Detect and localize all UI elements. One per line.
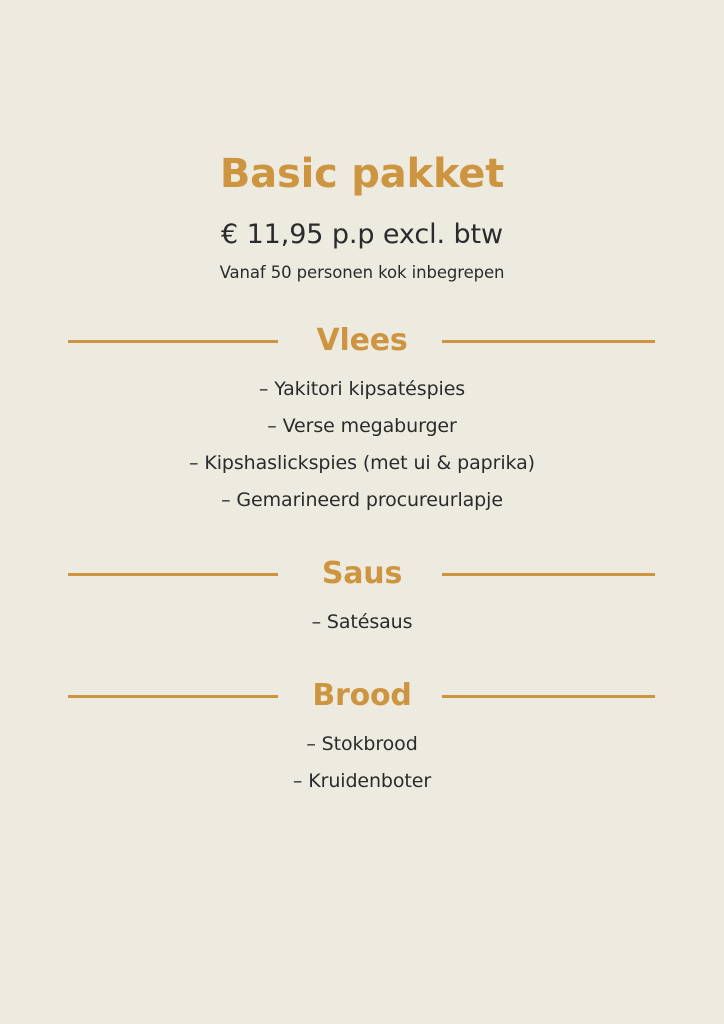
list-item: – Kipshaslickspies (met ui & paprika) <box>189 452 535 475</box>
list-item: – Yakitori kipsatéspies <box>258 378 466 401</box>
menu-content <box>0 152 724 800</box>
divider-rule-left <box>68 573 278 576</box>
section-items-vlees <box>0 363 724 519</box>
divider-rule-left <box>68 695 278 698</box>
menu-header <box>0 152 724 282</box>
list-item: – Verse megaburger <box>267 415 457 438</box>
menu-section-vlees <box>0 282 724 519</box>
section-header <box>0 319 724 363</box>
divider-rule-right <box>442 695 655 698</box>
divider-rule-right <box>442 340 655 343</box>
section-header <box>0 552 724 596</box>
list-item: – Stokbrood <box>306 733 418 756</box>
section-title-brood: Brood <box>296 681 427 711</box>
menu-section-brood <box>0 641 724 800</box>
package-note: Vanaf 50 personen kok inbegrepen <box>219 262 505 282</box>
list-item: – Kruidenboter <box>292 770 432 793</box>
list-item: – Gemarineerd procureurlapje <box>221 489 503 512</box>
section-header <box>0 674 724 718</box>
section-title-saus: Saus <box>306 559 418 589</box>
package-price: € 11,95 p.p excl. btw <box>221 219 503 250</box>
section-title-vlees: Vlees <box>300 326 423 356</box>
divider-rule-left <box>68 340 278 343</box>
menu-section-saus <box>0 519 724 641</box>
divider-rule-right <box>442 573 655 576</box>
list-item: – Satésaus <box>311 611 413 634</box>
section-items-saus <box>0 596 724 641</box>
section-items-brood <box>0 718 724 800</box>
page-title: Basic pakket <box>219 151 505 197</box>
